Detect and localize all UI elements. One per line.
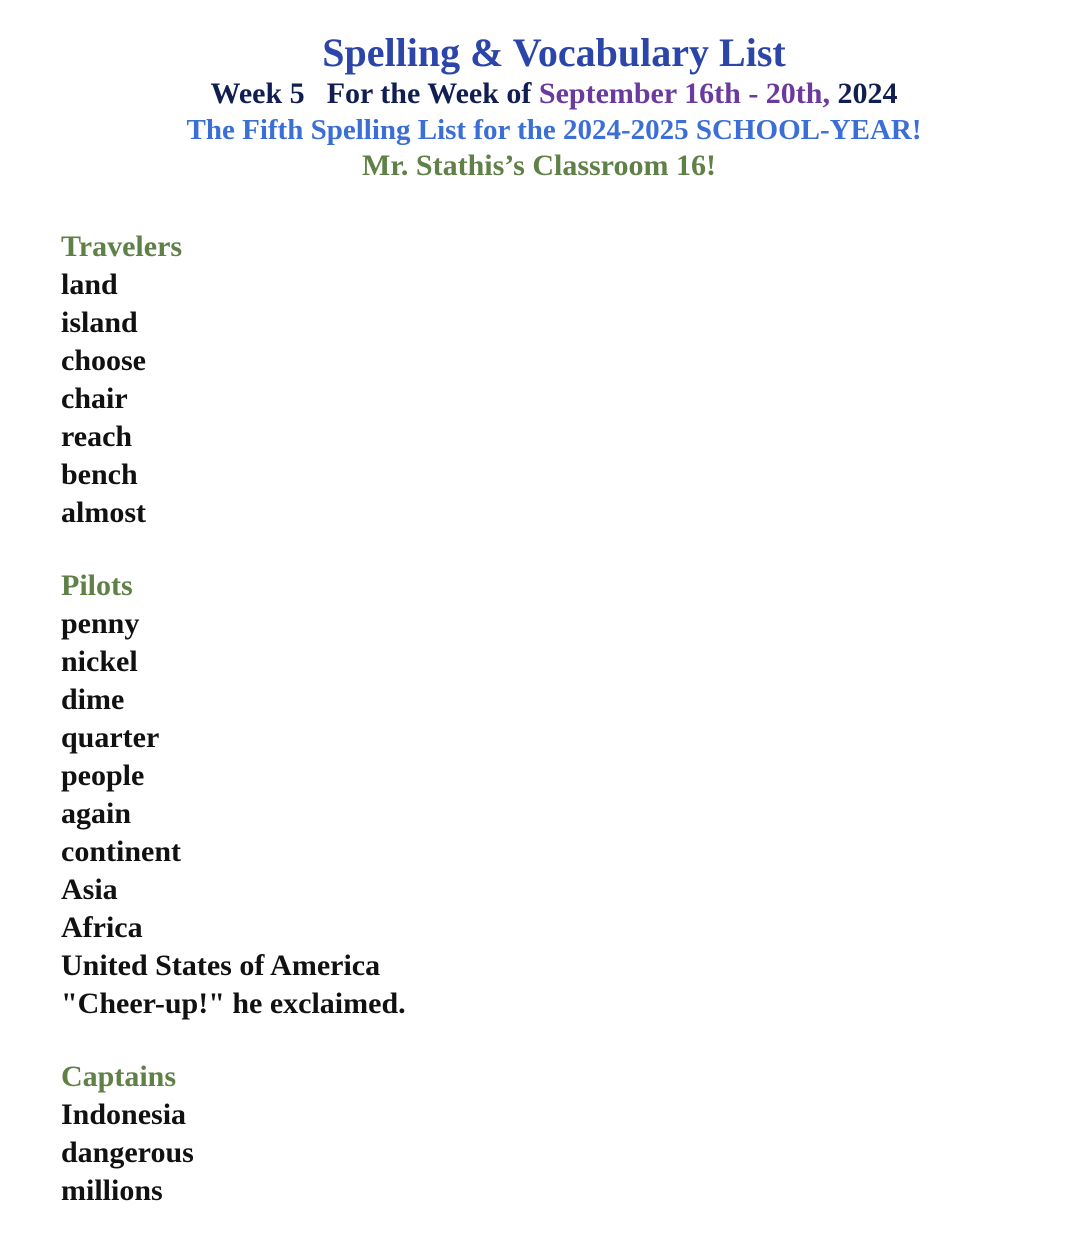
word-item: people [61, 759, 145, 792]
word-item: island [61, 306, 138, 339]
week-year: 2024 [837, 77, 898, 110]
word-item: again [61, 797, 132, 830]
group-heading: Captains [61, 1060, 177, 1093]
word-item: millions [61, 1174, 163, 1207]
word-item: "Cheer-up!" he exclaimed. [61, 987, 406, 1020]
word-item: bench [61, 458, 138, 491]
week-number: Week 5 [210, 77, 305, 110]
group-captains [61, 1058, 406, 1210]
document-header [0, 30, 1078, 184]
word-item: land [61, 268, 118, 301]
word-item: nickel [61, 645, 138, 678]
group-travelers [61, 228, 406, 532]
word-item: dime [61, 683, 125, 716]
word-item: reach [61, 420, 133, 453]
week-dates: September 16th - 20th, [538, 77, 830, 110]
document-title: Spelling & Vocabulary List [322, 30, 786, 75]
word-item: continent [61, 835, 181, 868]
word-item: quarter [61, 721, 160, 754]
word-item: Indonesia [61, 1098, 187, 1131]
week-line [30, 76, 1078, 112]
word-item: Asia [61, 873, 118, 906]
for-week-of-label: For the Week of [326, 77, 532, 110]
word-item: chair [61, 382, 128, 415]
list-subtitle: The Fifth Spelling List for the 2024-2025 SCHOOL-YEAR! [186, 114, 922, 146]
group-heading: Travelers [61, 230, 183, 263]
word-item: almost [61, 496, 146, 529]
word-item: United States of America [61, 949, 381, 982]
word-item: choose [61, 344, 146, 377]
spelling-groups [61, 228, 406, 1245]
word-item: Africa [61, 911, 143, 944]
classroom-label: Mr. Stathis’s Classroom 16! [362, 149, 716, 182]
group-pilots [61, 567, 406, 1023]
word-item: penny [61, 607, 140, 640]
group-heading: Pilots [61, 569, 133, 602]
word-item: dangerous [61, 1136, 194, 1169]
